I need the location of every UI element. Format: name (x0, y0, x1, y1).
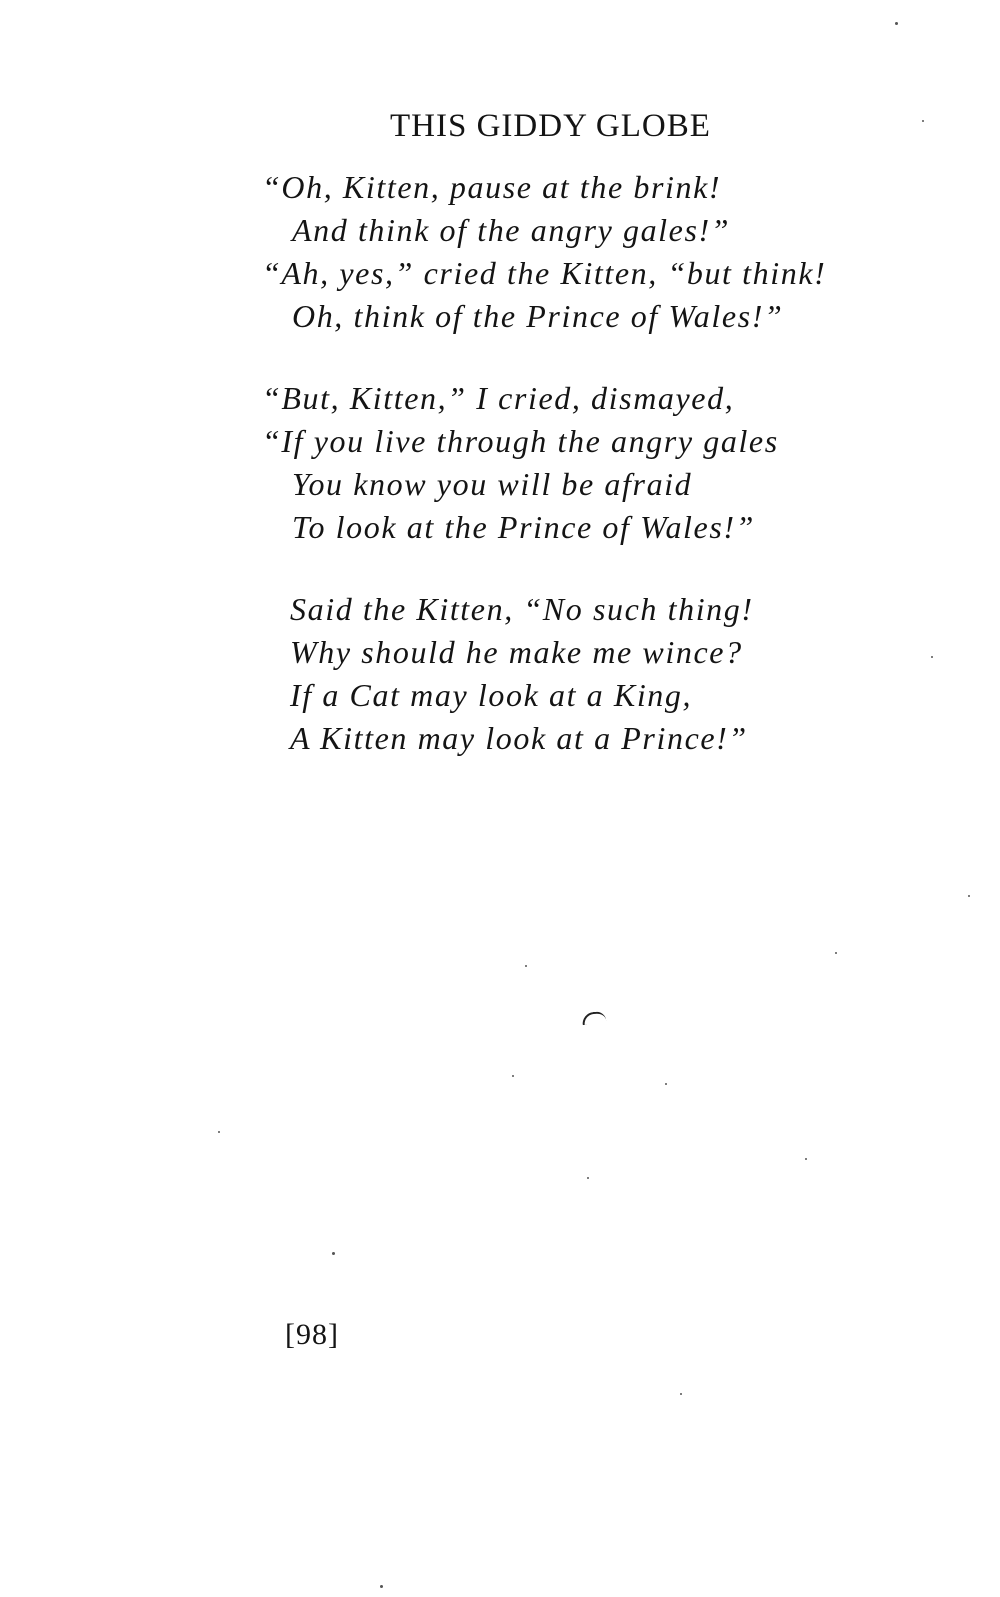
scan-speck (922, 120, 924, 122)
poem-line: “But, Kitten,” I cried, dismayed, (262, 380, 735, 416)
poem-line: To look at the Prince of Wales!” (292, 509, 756, 545)
scan-speck (665, 1083, 667, 1085)
poem-line: “Oh, Kitten, pause at the brink! (262, 169, 722, 205)
scan-speck (332, 1252, 335, 1255)
running-head: THIS GIDDY GLOBE (390, 108, 711, 144)
scan-speck (835, 952, 837, 954)
poem-line: If a Cat may look at a King, (290, 677, 693, 713)
scan-speck (525, 965, 527, 967)
scan-speck (380, 1585, 383, 1588)
poem-line: “Ah, yes,” cried the Kitten, “but think! (262, 255, 827, 291)
poem-line: And think of the angry gales!” (292, 212, 731, 248)
scan-speck (512, 1075, 514, 1077)
stanza-3 (262, 588, 942, 760)
scan-speck (968, 895, 970, 897)
poem-line: “If you live through the angry gales (262, 423, 779, 459)
ink-mark (581, 1011, 606, 1025)
stanza-2 (262, 377, 942, 549)
scan-speck (587, 1177, 589, 1179)
poem-line: You know you will be afraid (292, 466, 693, 502)
scan-speck (805, 1158, 807, 1160)
poem-line: A Kitten may look at a Prince!” (290, 720, 748, 756)
poem (262, 166, 942, 799)
scan-speck (895, 22, 898, 25)
poem-line: Why should he make me wince? (290, 634, 743, 670)
scan-speck (931, 656, 933, 658)
stanza-1 (262, 166, 942, 338)
poem-line: Said the Kitten, “No such thing! (290, 591, 754, 627)
page-number: [98] (285, 1318, 339, 1351)
scan-speck (680, 1393, 682, 1395)
poem-line: Oh, think of the Prince of Wales!” (292, 298, 784, 334)
scan-speck (218, 1131, 220, 1133)
